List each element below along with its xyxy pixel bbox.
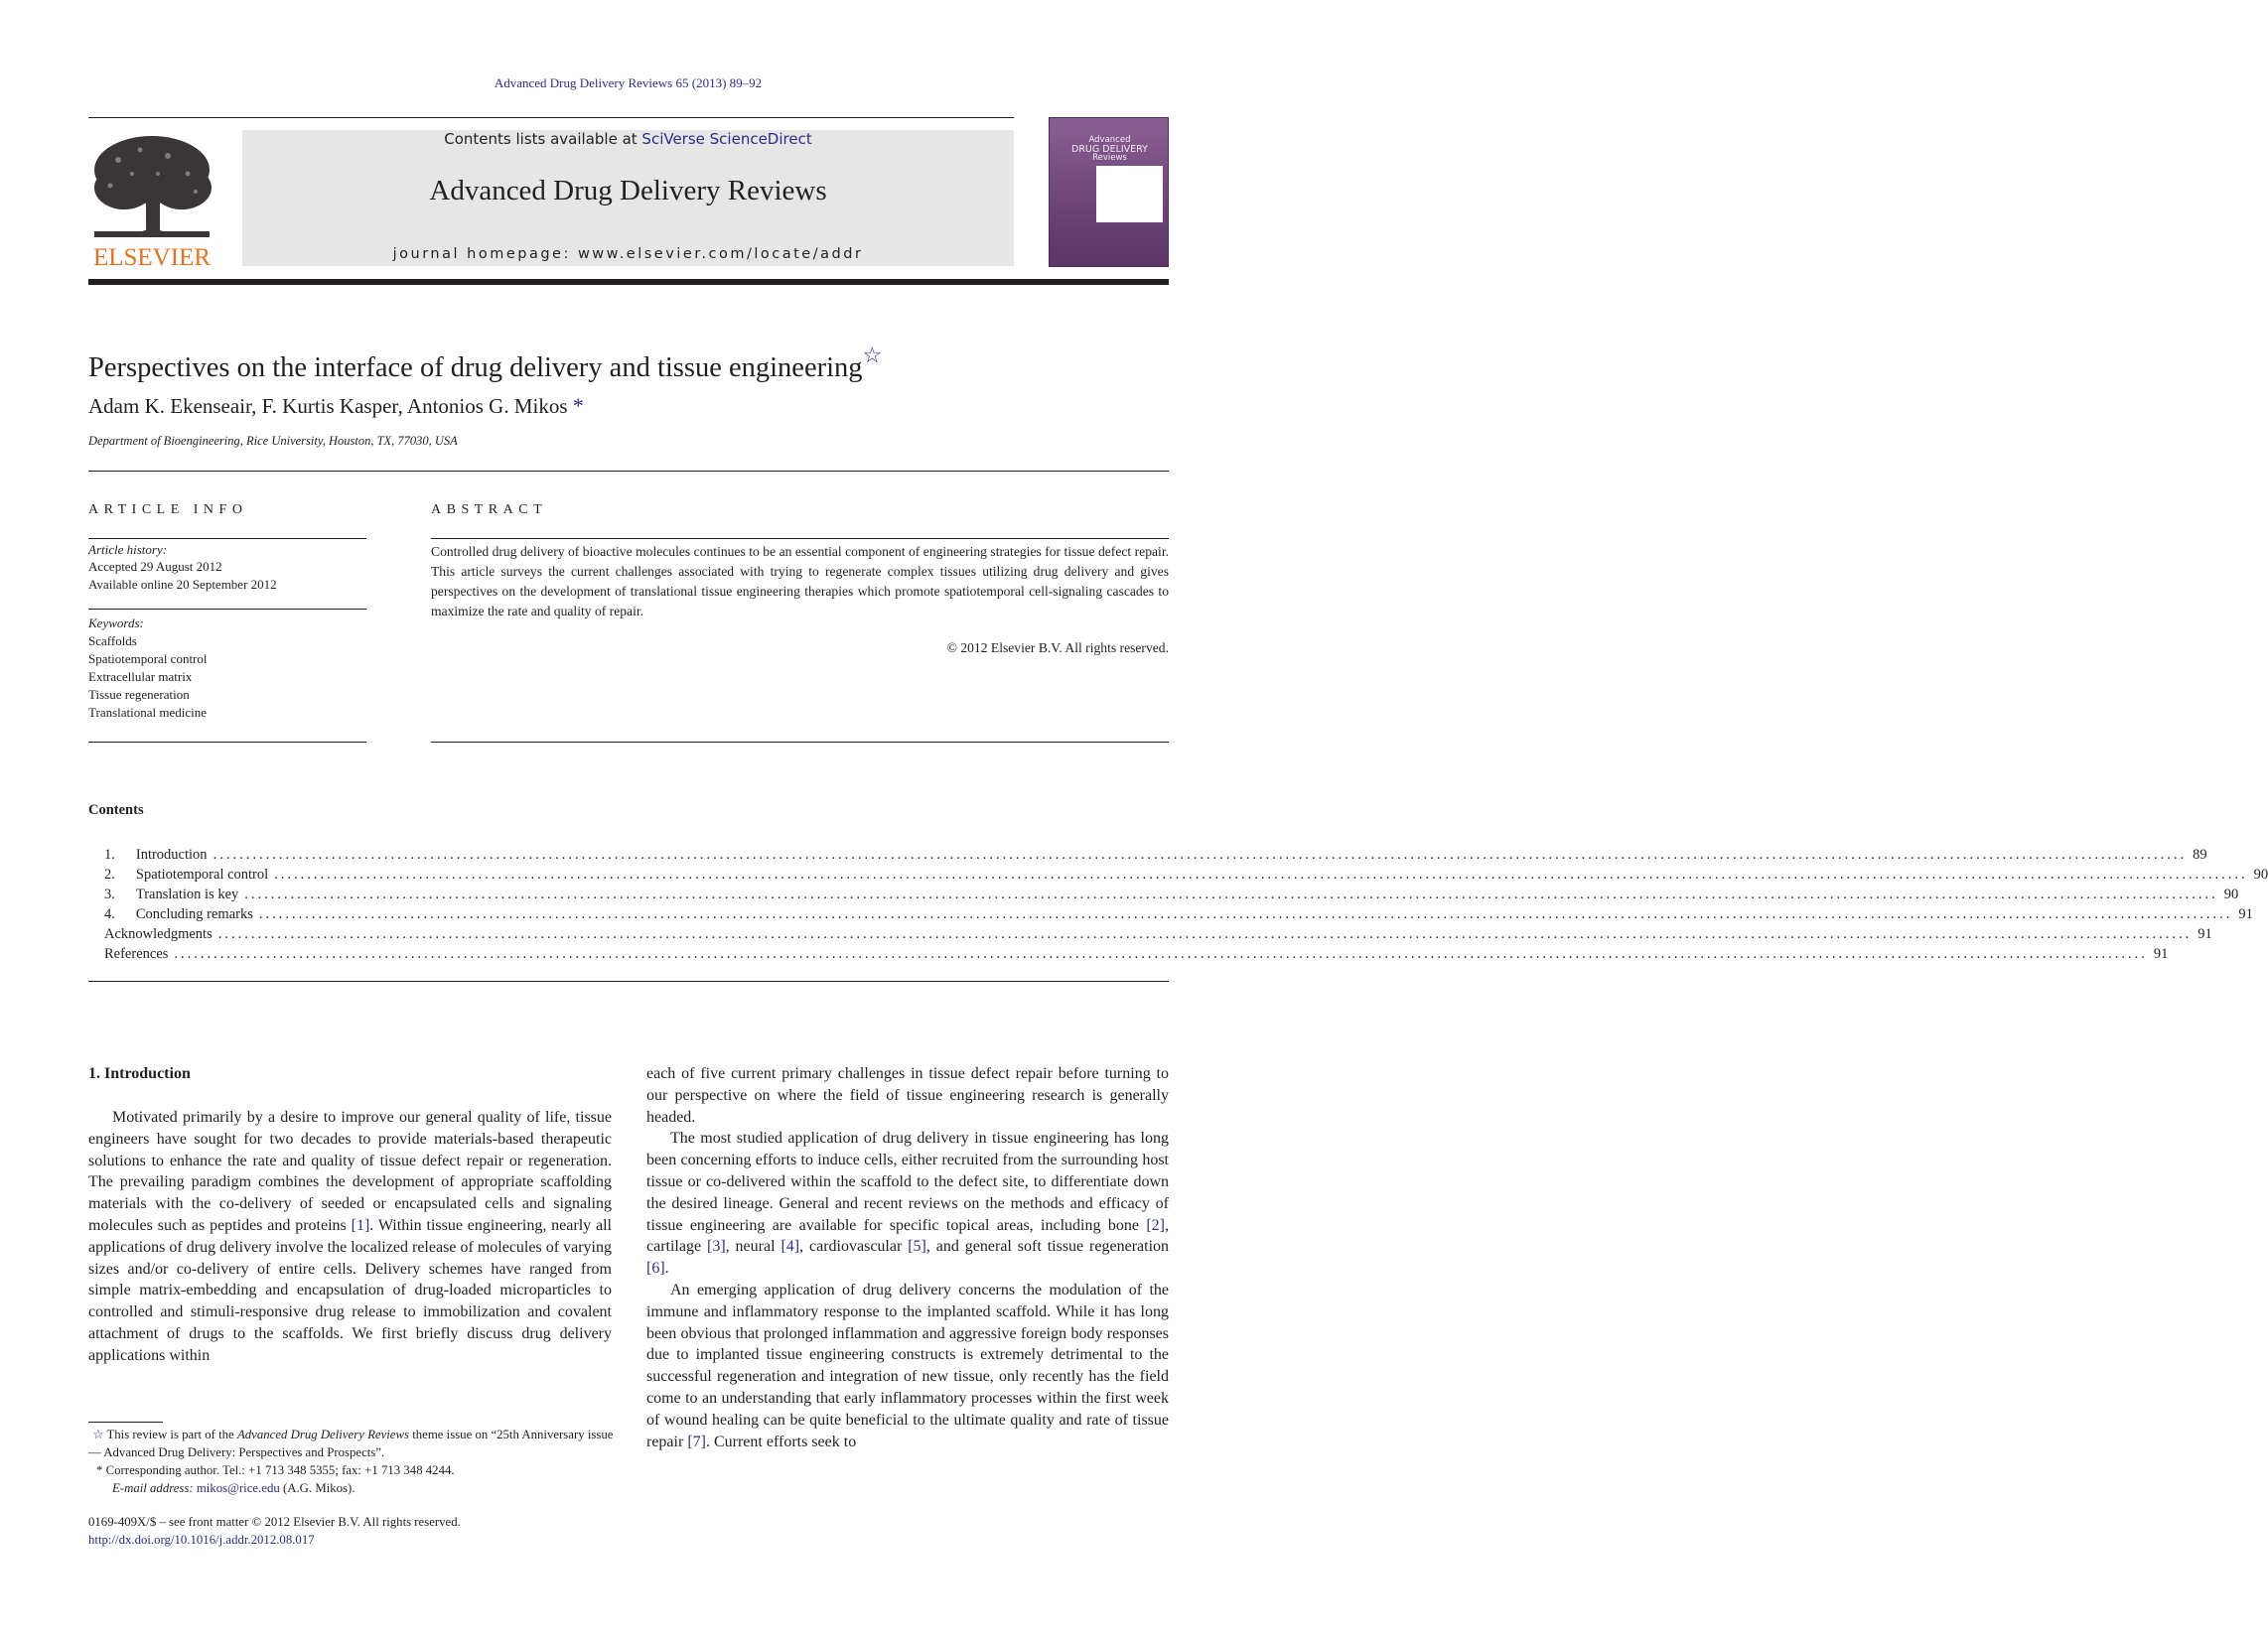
accepted-date: Accepted 29 August 2012 xyxy=(88,559,222,574)
abstract-rule xyxy=(431,742,1169,743)
header-top-rule xyxy=(88,117,1014,118)
toc-entry-translation-is-key[interactable] xyxy=(88,885,2239,904)
footnote-rule xyxy=(88,1422,163,1423)
keywords-list xyxy=(88,632,208,722)
journal-reference[interactable]: Advanced Drug Delivery Reviews 65 (2013) 89–92 xyxy=(494,75,763,90)
keyword: Scaffolds xyxy=(88,633,137,648)
toc-label[interactable]: References xyxy=(104,946,169,962)
body-text: . Within tissue engineering, nearly all applications of drug delivery involve the localized release of molecules of varying sizes and/or co-delivery of entire cells. Delivery schemes have ranged from simple matrix-embedding and encapsulation of drug-loaded microparticles to controlled and stimuli-responsive drug release to immobilization and covalent attachment of drugs to the scaffolds. We first briefly discuss drug delivery applications within xyxy=(88,1216,612,1364)
abstract-rule xyxy=(431,538,1169,539)
toc-entry-acknowledgments[interactable] xyxy=(88,924,2212,944)
corresponding-author-mark[interactable]: * xyxy=(572,393,584,418)
toc-entry-spatiotemporal-control[interactable] xyxy=(88,865,2268,885)
introduction-paragraph-1 xyxy=(88,1107,612,1367)
toc-page: 91 xyxy=(2153,946,2169,962)
toc-entry-concluding-remarks[interactable] xyxy=(88,904,2253,924)
email-label: E-mail address: xyxy=(112,1481,194,1495)
header-thick-rule xyxy=(88,279,1169,285)
body-text: , and general soft tissue regeneration xyxy=(925,1238,1170,1256)
toc-label[interactable]: Acknowledgments xyxy=(104,926,213,942)
article-history-label: Article history: xyxy=(88,542,168,557)
introduction-paragraph-1-continued: each of five current primary challenges in tissue defect repair before turning to our perspective on where the field of tissue engineering research is generally headed. xyxy=(646,1065,1169,1126)
sciencedirect-link[interactable]: SciVerse ScienceDirect xyxy=(641,130,812,148)
doi-link[interactable]: http://dx.doi.org/10.1016/j.addr.2012.08.017 xyxy=(88,1533,315,1547)
citation-link[interactable]: [2] xyxy=(1146,1216,1165,1234)
citation-link[interactable]: [3] xyxy=(706,1238,726,1256)
toc-page: 90 xyxy=(2253,867,2268,883)
body-text: , neural xyxy=(725,1238,781,1256)
article-info-rule xyxy=(88,742,366,743)
abstract-copyright: © 2012 Elsevier B.V. All rights reserved. xyxy=(946,640,1169,655)
body-text: , cartilage xyxy=(646,1216,1169,1256)
article-info-rule xyxy=(88,609,366,610)
footnote-star-icon: ☆ xyxy=(92,1428,104,1441)
article-title-text: Perspectives on the interface of drug delivery and tissue engineering xyxy=(88,352,863,383)
toc-number: 3. xyxy=(104,887,115,902)
toc-leader-dots: ............................................................................................................................................................................................................................................................................................................ xyxy=(258,906,2233,922)
footnote-text: Corresponding author. Tel.: +1 713 348 5355; fax: +1 713 348 4244. xyxy=(105,1463,455,1477)
contents-prefix: Contents lists available at xyxy=(444,130,642,148)
author-list xyxy=(88,393,584,419)
contents-heading: Contents xyxy=(88,802,144,818)
contents-rule xyxy=(88,981,1169,982)
keyword: Tissue regeneration xyxy=(88,687,190,702)
affiliation: Department of Bioengineering, Rice University, Houston, TX, 77030, USA xyxy=(88,434,458,448)
citation-link[interactable]: [4] xyxy=(780,1238,800,1256)
citation-link[interactable]: [7] xyxy=(687,1433,706,1450)
article-title xyxy=(88,342,882,384)
contents-available-line xyxy=(242,130,1014,148)
toc-number: 1. xyxy=(104,847,115,863)
introduction-heading: 1. Introduction xyxy=(88,1065,191,1082)
toc-label[interactable]: Concluding remarks xyxy=(135,906,253,922)
elsevier-tree-logo xyxy=(88,130,215,269)
cover-title xyxy=(1053,136,1167,163)
toc-entry-references[interactable] xyxy=(88,944,2169,964)
journal-homepage[interactable]: journal homepage: www.elsevier.com/locate/addr xyxy=(392,246,864,262)
keyword: Extracellular matrix xyxy=(88,669,193,684)
title-footnote-star-icon[interactable]: ☆ xyxy=(862,342,883,367)
body-text: . Current efforts seek to xyxy=(705,1433,857,1450)
theme-issue-footnote xyxy=(88,1426,615,1461)
citation-link[interactable]: [6] xyxy=(646,1260,665,1278)
toc-page: 91 xyxy=(2197,926,2212,942)
body-text: The most studied application of drug delivery in tissue engineering has long been concerning efforts to induce cells, either recruited from the surrounding host tissue or co-delivered within the scaffold to the defect site, to differentiate down the desired lineage. General and recent reviews on the methods and efficacy of tissue engineering are available for specific topical areas, including bone xyxy=(646,1130,1169,1234)
introduction-paragraph-2 xyxy=(646,1128,1169,1280)
email-footnote xyxy=(88,1479,615,1497)
toc-number: 2. xyxy=(104,867,115,883)
body-text: An emerging application of drug delivery concerns the modulation of the immune and inflammatory response to the implanted scaffold. While it has long been obvious that prolonged inflammation and aggressive foreign body responses due to implanted tissue engineering constructs is extremely detrimental to the successful regeneration and integration of new tissue, only recently has the field come to an understanding that early inflammatory processes within the first week of wound healing can be quite beneficial to the ultimate quality and rate of tissue repair xyxy=(646,1281,1169,1450)
article-info-heading: ARTICLE INFO xyxy=(88,502,248,517)
abstract-heading: ABSTRACT xyxy=(431,502,548,517)
toc-leader-dots: ............................................................................................................................................................................................................................................................................................................ xyxy=(213,847,2188,863)
toc-entry-introduction[interactable] xyxy=(88,845,2207,865)
toc-page: 90 xyxy=(2223,887,2239,902)
abstract-text: Controlled drug delivery of bioactive molecules continues to be an essential component of engineering strategies for tissue defect repair. This article surveys the current challenges associated with trying to regenerate complex tissues utilizing drug delivery and gives perspectives on the development of translational tissue engineering therapies which promote spatiotemporal cell-signaling cascades to maximize the rate and quality of repair. xyxy=(431,544,1169,618)
cover-title-line: DRUG DELIVERY xyxy=(1071,144,1148,155)
toc-label[interactable]: Spatiotemporal control xyxy=(135,867,269,883)
email-link[interactable]: mikos@rice.edu xyxy=(196,1481,280,1495)
toc-page: 91 xyxy=(2238,906,2253,922)
toc-leader-dots: ............................................................................................................................................................................................................................................................................................................ xyxy=(244,887,2218,902)
citation-link[interactable]: [1] xyxy=(351,1216,370,1234)
table-of-contents xyxy=(88,845,2268,964)
toc-leader-dots: ............................................................................................................................................................................................................................................................................................................ xyxy=(174,946,2148,962)
toc-label[interactable]: Translation is key xyxy=(135,887,239,902)
toc-label[interactable]: Introduction xyxy=(135,847,208,863)
corresponding-author-footnote xyxy=(88,1461,615,1479)
footnote-text: theme issue on “25th Anniversary issue — Advanced Drug Delivery: Perspectives and Prospects”. xyxy=(88,1428,614,1459)
body-text: . xyxy=(664,1260,669,1278)
article-info-rule xyxy=(88,538,366,539)
online-date: Available online 20 September 2012 xyxy=(88,577,277,592)
body-text: Motivated primarily by a desire to improve our general quality of life, tissue engineers have sought for two decades to provide materials-based therapeutic solutions to enhance the rate and quality of tissue defect repair or regeneration. The prevailing paradigm combines the development of appropriate scaffolding materials with the co-delivery of seeded or encapsulated cells and signaling molecules such as peptides and proteins xyxy=(88,1109,612,1234)
authors-text: Adam K. Ekenseair, F. Kurtis Kasper, Antonios G. Mikos xyxy=(88,394,568,418)
front-matter-notice: 0169-409X/$ – see front matter © 2012 Elsevier B.V. All rights reserved. xyxy=(88,1515,461,1529)
citation-link[interactable]: [5] xyxy=(908,1238,926,1256)
keyword: Spatiotemporal control xyxy=(88,651,208,666)
toc-leader-dots: ............................................................................................................................................................................................................................................................................................................ xyxy=(217,926,2193,942)
journal-title: Advanced Drug Delivery Reviews xyxy=(429,175,827,206)
footnote-asterisk: * xyxy=(96,1463,103,1477)
toc-leader-dots: ............................................................................................................................................................................................................................................................................................................ xyxy=(274,867,2248,883)
body-text: , cardiovascular xyxy=(799,1238,909,1256)
cover-image-panel xyxy=(1096,166,1163,222)
section-rule xyxy=(88,471,1169,472)
toc-page: 89 xyxy=(2193,847,2207,863)
introduction-paragraph-3 xyxy=(646,1280,1169,1452)
toc-number: 4. xyxy=(104,906,115,922)
footnotes xyxy=(88,1426,615,1497)
keywords-label: Keywords: xyxy=(88,616,144,630)
footnote-journal-name: Advanced Drug Delivery Reviews xyxy=(236,1428,409,1441)
cover-title-line: Reviews xyxy=(1092,153,1127,163)
elsevier-wordmark: ELSEVIER xyxy=(92,244,212,271)
footnote-text: This review is part of the xyxy=(106,1428,237,1441)
footnote-text: (A.G. Mikos). xyxy=(279,1481,355,1495)
keyword: Translational medicine xyxy=(88,705,208,720)
right-column xyxy=(646,1063,1169,1452)
cover-title-line: Advanced xyxy=(1088,135,1131,145)
